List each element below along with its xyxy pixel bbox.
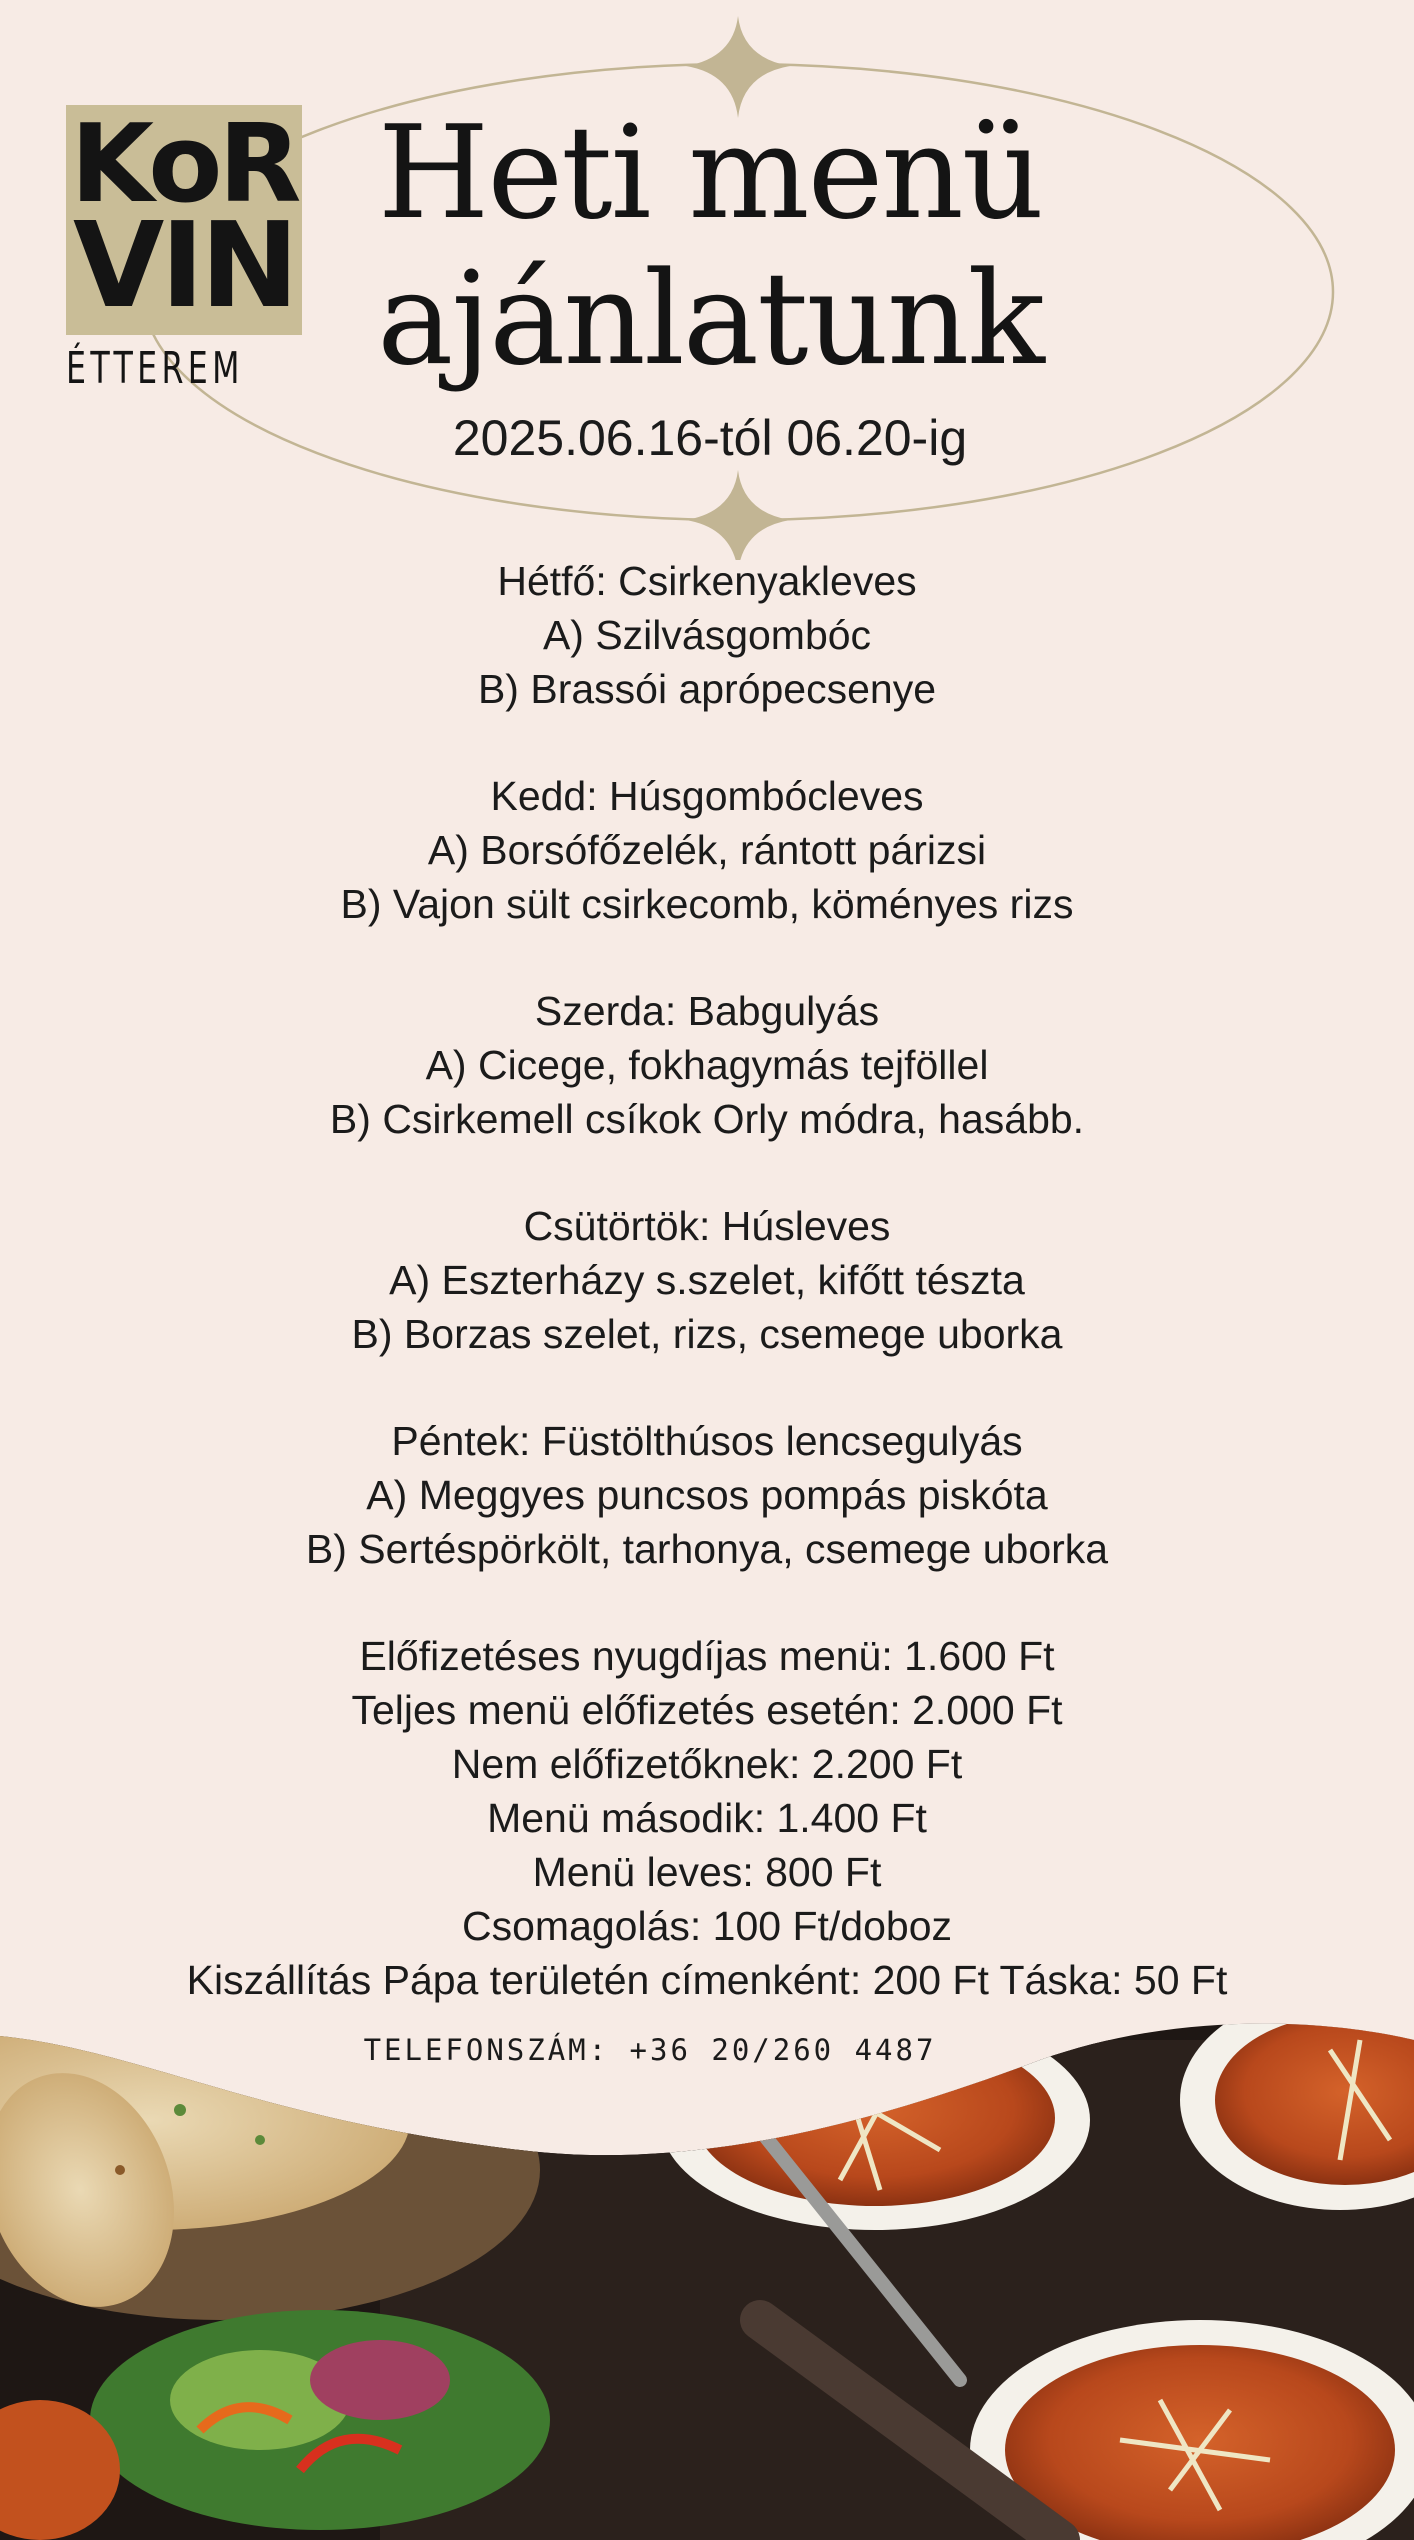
menu-soup: Kedd: Húsgombócleves: [490, 773, 924, 819]
menu-option-a: A) Eszterházy s.szelet, kifőtt tészta: [389, 1257, 1025, 1303]
menu-day-thursday: [0, 1199, 1414, 1361]
menu-soup: Szerda: Babgulyás: [534, 988, 880, 1034]
logo-subtitle: ÉTTEREM: [66, 343, 244, 394]
menu-option-b: B) Csirkemell csíkok Orly módra, hasább.: [329, 1096, 1085, 1142]
menu-option-b: B) Vajon sült csirkecomb, köményes rizs: [340, 881, 1074, 927]
weekly-menu: [0, 554, 1414, 2007]
price-line: Előfizetéses nyugdíjas menü: 1.600 Ft: [359, 1633, 1055, 1679]
menu-day-friday: [0, 1414, 1414, 1576]
price-line: Kiszállítás Pápa területén címenként: 200 Ft Táska: 50 Ft: [186, 1957, 1228, 2003]
menu-option-a: A) Meggyes puncsos pompás piskóta: [366, 1472, 1048, 1518]
menu-option-b: B) Sertéspörkölt, tarhonya, csemege uborka: [305, 1526, 1109, 1572]
menu-option-b: B) Borzas szelet, rizs, csemege uborka: [351, 1311, 1063, 1357]
page-title-line-2: ajánlatunk: [377, 245, 1043, 394]
menu-day-tuesday: [0, 769, 1414, 931]
date-range: 2025.06.16-tól 06.20-ig: [452, 410, 968, 466]
page-title-line-1: Heti menü: [377, 99, 1043, 248]
menu-day-wednesday: [0, 984, 1414, 1146]
menu-option-b: B) Brassói aprópecsenye: [477, 666, 937, 712]
price-line: Nem előfizetőknek: 2.200 Ft: [451, 1741, 963, 1787]
menu-option-a: A) Szilvásgombóc: [542, 612, 872, 658]
phone-number: TELEFONSZÁM: +36 20/260 4487: [363, 2033, 937, 2067]
restaurant-logo: [66, 102, 302, 335]
price-line: Csomagolás: 100 Ft/doboz: [462, 1903, 952, 1949]
logo-word-vin: VIN: [73, 196, 295, 334]
menu-soup: Péntek: Füstölthúsos lencsegulyás: [391, 1418, 1023, 1464]
price-line: Teljes menü előfizetés esetén: 2.000 Ft: [351, 1687, 1063, 1733]
menu-option-a: A) Cicege, fokhagymás tejföllel: [425, 1042, 989, 1088]
price-list: [0, 1629, 1414, 2007]
menu-soup: Csütörtök: Húsleves: [523, 1203, 891, 1249]
menu-day-monday: [0, 554, 1414, 716]
menu-option-a: A) Borsófőzelék, rántott párizsi: [427, 827, 987, 873]
food-photo: [0, 2000, 1414, 2540]
sparkle-icon-bottom: [686, 470, 790, 560]
menu-soup: Hétfő: Csirkenyakleves: [497, 558, 917, 604]
price-line: Menü leves: 800 Ft: [532, 1849, 882, 1895]
price-line: Menü második: 1.400 Ft: [487, 1795, 927, 1841]
logo-word-kor: KoR: [70, 102, 298, 227]
